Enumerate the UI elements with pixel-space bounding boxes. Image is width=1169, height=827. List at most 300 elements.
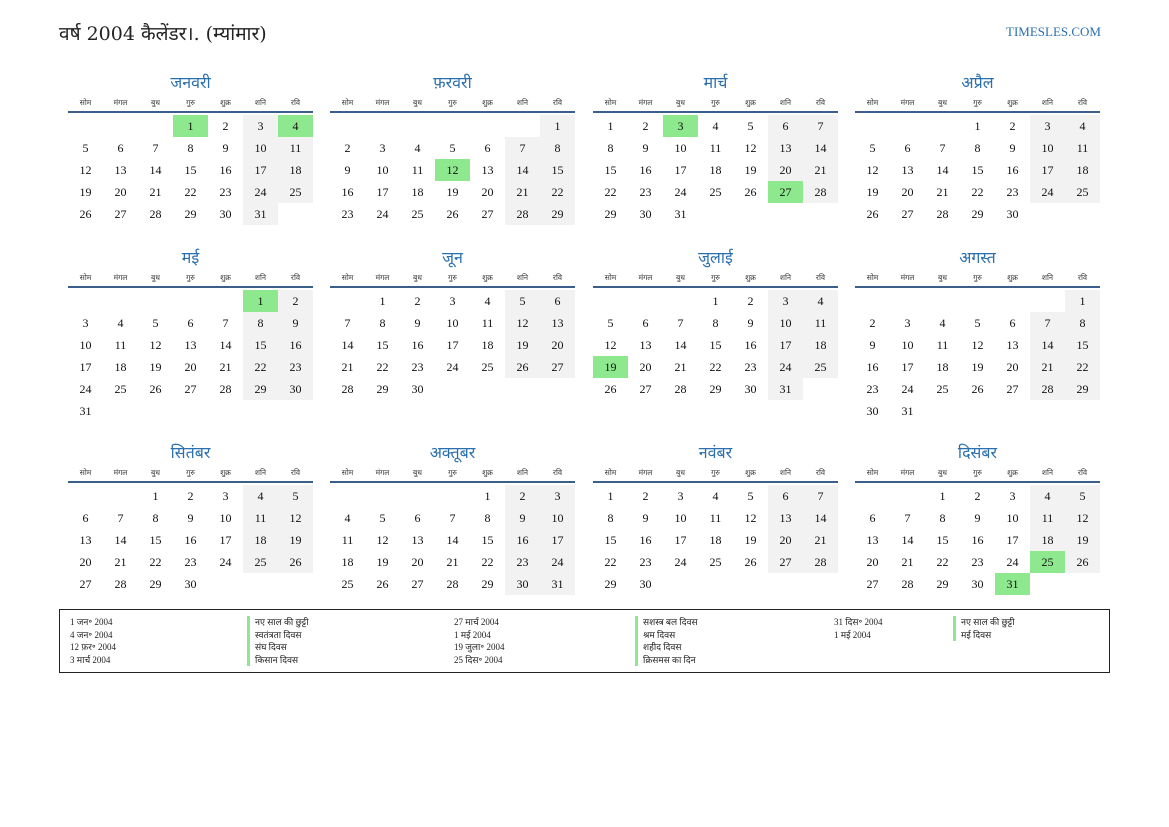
weekday-label: बुध — [676, 273, 685, 282]
day-cell: 22 — [936, 555, 949, 569]
day-cell: 11 — [803, 312, 838, 334]
weekday-header — [330, 465, 575, 483]
day-cell: 20 — [114, 185, 127, 199]
day-cell: 24 — [540, 551, 575, 573]
empty-cell — [628, 290, 663, 312]
day-cell: 12 — [1065, 507, 1100, 529]
day-cell: 1 — [540, 115, 575, 137]
day-cell: 21 — [149, 185, 162, 199]
day-cell: 15 — [243, 334, 278, 356]
day-cell: 4 — [803, 290, 838, 312]
day-cell: 22 — [540, 181, 575, 203]
day-cell: 7 — [222, 316, 229, 330]
month-name: मई — [181, 248, 200, 267]
legend-dates-col-1 — [70, 616, 116, 666]
day-cell: 20 — [1006, 360, 1019, 374]
day-cell: 17 — [243, 159, 278, 181]
day-cell: 10 — [376, 163, 389, 177]
empty-cell — [330, 290, 365, 312]
weekday-label: बुध — [938, 468, 947, 477]
day-cell: 19 — [744, 163, 757, 177]
day-cell: 12 — [744, 141, 757, 155]
weekday-label: शनि — [1041, 468, 1054, 477]
weekday-header — [855, 95, 1100, 113]
empty-cell — [925, 290, 960, 312]
day-cell: 22 — [604, 555, 617, 569]
day-cell: 16 — [411, 338, 424, 352]
day-cell: 8 — [379, 316, 386, 330]
empty-cell — [68, 290, 103, 312]
weekday-label: बुध — [676, 98, 685, 107]
weekday-label: सोम — [604, 468, 617, 477]
day-cell: 25 — [481, 360, 494, 374]
day-cell: 23 — [505, 551, 540, 573]
weekday-label: सोम — [341, 273, 354, 282]
day-cell: 2 — [642, 119, 649, 133]
day-cell: 12 — [278, 507, 313, 529]
day-cell: 18 — [1030, 529, 1065, 551]
weekday-label: सोम — [79, 98, 92, 107]
weekday-label: शुक्र — [1007, 273, 1018, 282]
day-cell: 9 — [344, 163, 351, 177]
legend-dates-col-2 — [454, 616, 504, 666]
day-cell: 28 — [803, 551, 838, 573]
weekday-label: सोम — [866, 468, 879, 477]
day-cell: 6 — [414, 511, 421, 525]
day-cell: 9 — [869, 338, 876, 352]
day-cell: 2 — [1009, 119, 1016, 133]
day-cell: 4 — [712, 119, 719, 133]
day-cell: 18 — [936, 360, 949, 374]
day-cell: 27 — [411, 577, 424, 591]
legend-names-col-1 — [247, 616, 309, 666]
day-cell: 25 — [936, 382, 949, 396]
day-cell: 1 — [152, 489, 159, 503]
holiday-day-cell: 19 — [593, 356, 628, 378]
weekday-label: मंगल — [113, 468, 128, 477]
weekday-label: बुध — [413, 273, 422, 282]
month-calendar — [593, 441, 838, 595]
day-cell: 26 — [79, 207, 92, 221]
weekday-label: गुरु — [186, 273, 195, 282]
day-cell: 17 — [540, 529, 575, 551]
day-cell: 13 — [1006, 338, 1019, 352]
legend-holiday-name: स्वतंत्रता दिवस — [247, 629, 309, 642]
day-cell: 30 — [639, 207, 652, 221]
day-grid — [68, 290, 313, 422]
day-cell: 20 — [639, 360, 652, 374]
day-cell: 13 — [184, 338, 197, 352]
day-cell: 31 — [674, 207, 687, 221]
day-cell: 11 — [709, 141, 722, 155]
weekday-label: बुध — [151, 273, 160, 282]
day-cell: 17 — [1030, 159, 1065, 181]
weekday-label: शनि — [779, 468, 792, 477]
day-cell: 8 — [243, 312, 278, 334]
day-cell: 30 — [971, 577, 984, 591]
day-cell: 17 — [79, 360, 92, 374]
site-link[interactable]: TIMESLES.COM — [1006, 24, 1101, 39]
day-cell: 15 — [184, 163, 197, 177]
legend-date: 1 मई 2004 — [454, 629, 491, 640]
weekday-label: शनि — [779, 98, 792, 107]
weekday-label: शनि — [516, 273, 529, 282]
weekday-label: शनि — [254, 468, 267, 477]
weekday-label: शुक्र — [482, 468, 493, 477]
weekday-label: मंगल — [900, 468, 915, 477]
month-name: सितंबर — [170, 443, 211, 462]
day-cell: 21 — [114, 555, 127, 569]
day-cell: 24 — [901, 382, 914, 396]
day-cell: 23 — [278, 356, 313, 378]
day-cell: 10 — [446, 316, 459, 330]
weekday-label: बुध — [676, 468, 685, 477]
day-grid — [855, 485, 1100, 595]
weekday-label: गुरु — [973, 273, 982, 282]
day-cell: 27 — [768, 551, 803, 573]
day-cell: 28 — [803, 181, 838, 203]
day-cell: 28 — [149, 207, 162, 221]
legend-date: 1 मई 2004 — [834, 629, 871, 640]
day-cell: 16 — [1006, 163, 1019, 177]
day-cell: 11 — [936, 338, 949, 352]
legend-holiday-name: सशस्त्र बल दिवस — [635, 616, 698, 629]
day-cell: 5 — [278, 485, 313, 507]
day-cell: 18 — [278, 159, 313, 181]
day-cell: 21 — [341, 360, 354, 374]
day-cell: 2 — [187, 489, 194, 503]
day-cell: 20 — [411, 555, 424, 569]
day-cell: 14 — [505, 159, 540, 181]
day-cell: 21 — [803, 159, 838, 181]
day-cell: 11 — [709, 511, 722, 525]
day-cell: 18 — [411, 185, 424, 199]
holiday-legend — [59, 609, 1110, 673]
weekday-label: गुरु — [711, 468, 720, 477]
day-cell: 22 — [481, 555, 494, 569]
day-cell: 6 — [904, 141, 911, 155]
weekday-label: सोम — [604, 273, 617, 282]
day-cell: 26 — [278, 551, 313, 573]
empty-cell — [470, 115, 505, 137]
weekday-label: गुरु — [973, 98, 982, 107]
day-cell: 11 — [114, 338, 127, 352]
day-cell: 30 — [184, 577, 197, 591]
day-cell: 9 — [642, 141, 649, 155]
day-cell: 18 — [481, 338, 494, 352]
weekday-label: रवि — [815, 273, 826, 282]
day-cell: 5 — [869, 141, 876, 155]
holiday-day-cell: 1 — [173, 115, 208, 137]
day-cell: 16 — [639, 533, 652, 547]
day-cell: 14 — [219, 338, 232, 352]
day-cell: 22 — [149, 555, 162, 569]
legend-names-col-2 — [635, 616, 698, 666]
day-cell: 19 — [971, 360, 984, 374]
holiday-day-cell: 27 — [768, 181, 803, 203]
empty-cell — [960, 290, 995, 312]
day-cell: 2 — [642, 489, 649, 503]
weekday-label: सोम — [866, 98, 879, 107]
day-cell: 19 — [376, 555, 389, 569]
day-cell: 10 — [768, 312, 803, 334]
day-cell: 7 — [904, 511, 911, 525]
legend-holiday-name: संघ दिवस — [247, 641, 309, 654]
weekday-label: सोम — [866, 273, 879, 282]
empty-cell — [1030, 290, 1065, 312]
weekday-label: रवि — [290, 273, 301, 282]
day-cell: 16 — [971, 533, 984, 547]
month-name: अप्रैल — [961, 73, 994, 92]
day-cell: 20 — [540, 334, 575, 356]
day-cell: 2 — [974, 489, 981, 503]
legend-date: 27 मार्च 2004 — [454, 617, 499, 627]
empty-cell — [103, 115, 138, 137]
weekday-label: शुक्र — [1007, 98, 1018, 107]
day-cell: 21 — [674, 360, 687, 374]
day-cell: 14 — [803, 507, 838, 529]
day-cell: 6 — [869, 511, 876, 525]
day-cell: 23 — [866, 382, 879, 396]
day-cell: 9 — [505, 507, 540, 529]
month-calendar — [855, 246, 1100, 422]
empty-cell — [208, 290, 243, 312]
day-cell: 5 — [747, 119, 754, 133]
day-cell: 1 — [484, 489, 491, 503]
legend-holiday-name: क्रिसमस का दिन — [635, 654, 698, 667]
day-cell: 28 — [674, 382, 687, 396]
day-cell: 13 — [866, 533, 879, 547]
weekday-label: मंगल — [900, 98, 915, 107]
day-cell: 23 — [219, 185, 232, 199]
weekday-label: शनि — [516, 98, 529, 107]
day-cell: 14 — [341, 338, 354, 352]
day-cell: 2 — [222, 119, 229, 133]
day-cell: 21 — [936, 185, 949, 199]
day-cell: 13 — [481, 163, 494, 177]
day-cell: 4 — [712, 489, 719, 503]
day-cell: 2 — [869, 316, 876, 330]
day-cell: 26 — [604, 382, 617, 396]
month-name: फ़रवरी — [433, 73, 472, 92]
legend-date: 3 मार्च 2004 — [70, 654, 111, 665]
day-cell: 8 — [1065, 312, 1100, 334]
empty-cell — [593, 290, 628, 312]
legend-holiday-name: नए साल की छुट्टी — [247, 616, 309, 629]
day-cell: 14 — [674, 338, 687, 352]
day-cell: 12 — [744, 511, 757, 525]
day-cell: 22 — [709, 360, 722, 374]
weekday-label: गुरु — [711, 273, 720, 282]
weekday-label: गुरु — [448, 98, 457, 107]
weekday-label: बुध — [938, 98, 947, 107]
empty-cell — [890, 115, 925, 137]
day-cell: 16 — [744, 338, 757, 352]
empty-cell — [505, 115, 540, 137]
day-cell: 27 — [540, 356, 575, 378]
empty-cell — [855, 115, 890, 137]
weekday-header — [855, 465, 1100, 483]
day-cell: 13 — [639, 338, 652, 352]
weekday-label: सोम — [604, 98, 617, 107]
day-cell: 26 — [1065, 551, 1100, 573]
day-cell: 31 — [768, 378, 803, 400]
day-cell: 18 — [243, 529, 278, 551]
day-cell: 30 — [505, 573, 540, 595]
legend-holiday-name: नए साल की छुट्टी — [953, 616, 1015, 629]
day-cell: 3 — [82, 316, 89, 330]
day-cell: 11 — [1030, 507, 1065, 529]
empty-cell — [435, 485, 470, 507]
day-cell: 26 — [149, 382, 162, 396]
day-cell: 19 — [278, 529, 313, 551]
month-calendar — [855, 441, 1100, 595]
month-name: अक्तूबर — [429, 443, 476, 462]
day-cell: 7 — [344, 316, 351, 330]
day-cell: 9 — [278, 312, 313, 334]
day-cell: 1 — [974, 119, 981, 133]
day-cell: 7 — [803, 485, 838, 507]
day-cell: 28 — [901, 577, 914, 591]
day-cell: 15 — [604, 533, 617, 547]
day-cell: 28 — [936, 207, 949, 221]
day-cell: 14 — [1030, 334, 1065, 356]
weekday-label: सोम — [341, 98, 354, 107]
day-cell: 3 — [904, 316, 911, 330]
day-cell: 19 — [79, 185, 92, 199]
empty-cell — [330, 115, 365, 137]
day-cell: 5 — [449, 141, 456, 155]
weekday-label: बुध — [151, 468, 160, 477]
day-cell: 25 — [114, 382, 127, 396]
day-cell: 3 — [222, 489, 229, 503]
day-cell: 5 — [1065, 485, 1100, 507]
day-cell: 22 — [243, 356, 278, 378]
day-cell: 17 — [768, 334, 803, 356]
day-cell: 3 — [768, 290, 803, 312]
weekday-header — [68, 270, 313, 288]
month-calendar — [68, 441, 313, 595]
day-cell: 5 — [152, 316, 159, 330]
day-cell: 18 — [341, 555, 354, 569]
month-name: अगस्त — [959, 248, 996, 267]
day-cell: 7 — [449, 511, 456, 525]
weekday-label: सोम — [79, 273, 92, 282]
day-cell: 16 — [866, 360, 879, 374]
day-cell: 1 — [607, 489, 614, 503]
empty-cell — [890, 290, 925, 312]
day-cell: 2 — [747, 294, 754, 308]
day-cell: 19 — [446, 185, 459, 199]
day-cell: 1 — [712, 294, 719, 308]
month-name: दिसंबर — [957, 443, 998, 462]
day-cell: 3 — [379, 141, 386, 155]
weekday-label: शनि — [779, 273, 792, 282]
day-cell: 27 — [114, 207, 127, 221]
day-cell: 29 — [971, 207, 984, 221]
empty-cell — [68, 115, 103, 137]
day-cell: 15 — [376, 338, 389, 352]
holiday-day-cell: 25 — [1030, 551, 1065, 573]
day-cell: 1 — [939, 489, 946, 503]
empty-cell — [855, 485, 890, 507]
weekday-header — [855, 270, 1100, 288]
day-cell: 24 — [1030, 181, 1065, 203]
day-cell: 12 — [149, 338, 162, 352]
day-cell: 10 — [674, 511, 687, 525]
day-cell: 12 — [79, 163, 92, 177]
weekday-header — [593, 270, 838, 288]
day-cell: 29 — [604, 207, 617, 221]
day-cell: 1 — [379, 294, 386, 308]
day-cell: 9 — [642, 511, 649, 525]
day-cell: 22 — [604, 185, 617, 199]
day-cell: 6 — [484, 141, 491, 155]
weekday-label: रवि — [552, 273, 563, 282]
day-cell: 3 — [1030, 115, 1065, 137]
empty-cell — [663, 290, 698, 312]
empty-cell — [400, 115, 435, 137]
day-cell: 3 — [1009, 489, 1016, 503]
legend-date: 19 जुला॰ 2004 — [454, 642, 505, 652]
day-cell: 9 — [222, 141, 229, 155]
day-cell: 24 — [376, 207, 389, 221]
day-cell: 23 — [971, 555, 984, 569]
empty-cell — [925, 115, 960, 137]
month-name: जुलाई — [698, 248, 733, 267]
weekday-label: शनि — [254, 273, 267, 282]
day-cell: 29 — [149, 577, 162, 591]
weekday-label: रवि — [552, 98, 563, 107]
day-cell: 16 — [278, 334, 313, 356]
month-name: जनवरी — [170, 73, 211, 92]
day-cell: 8 — [484, 511, 491, 525]
day-cell: 25 — [411, 207, 424, 221]
day-cell: 4 — [117, 316, 124, 330]
day-cell: 23 — [411, 360, 424, 374]
empty-cell — [435, 115, 470, 137]
weekday-header — [68, 465, 313, 483]
day-cell: 1 — [607, 119, 614, 133]
day-cell: 17 — [674, 163, 687, 177]
legend-holiday-name: शहीद दिवस — [635, 641, 698, 654]
day-cell: 8 — [939, 511, 946, 525]
day-cell: 3 — [677, 489, 684, 503]
day-cell: 13 — [540, 312, 575, 334]
day-cell: 12 — [866, 163, 879, 177]
day-cell: 5 — [607, 316, 614, 330]
weekday-label: शनि — [516, 468, 529, 477]
day-cell: 27 — [481, 207, 494, 221]
day-cell: 30 — [411, 382, 424, 396]
month-calendar — [855, 71, 1100, 225]
day-cell: 24 — [446, 360, 459, 374]
weekday-label: मंगल — [638, 468, 653, 477]
day-cell: 16 — [639, 163, 652, 177]
day-cell: 16 — [219, 163, 232, 177]
day-grid — [330, 115, 575, 225]
empty-cell — [173, 290, 208, 312]
empty-cell — [103, 290, 138, 312]
holiday-day-cell: 12 — [435, 159, 470, 181]
weekday-label: मंगल — [638, 98, 653, 107]
day-cell: 14 — [901, 533, 914, 547]
day-cell: 7 — [677, 316, 684, 330]
day-cell: 23 — [341, 207, 354, 221]
day-grid — [330, 290, 575, 400]
day-cell: 4 — [243, 485, 278, 507]
day-cell: 26 — [744, 555, 757, 569]
